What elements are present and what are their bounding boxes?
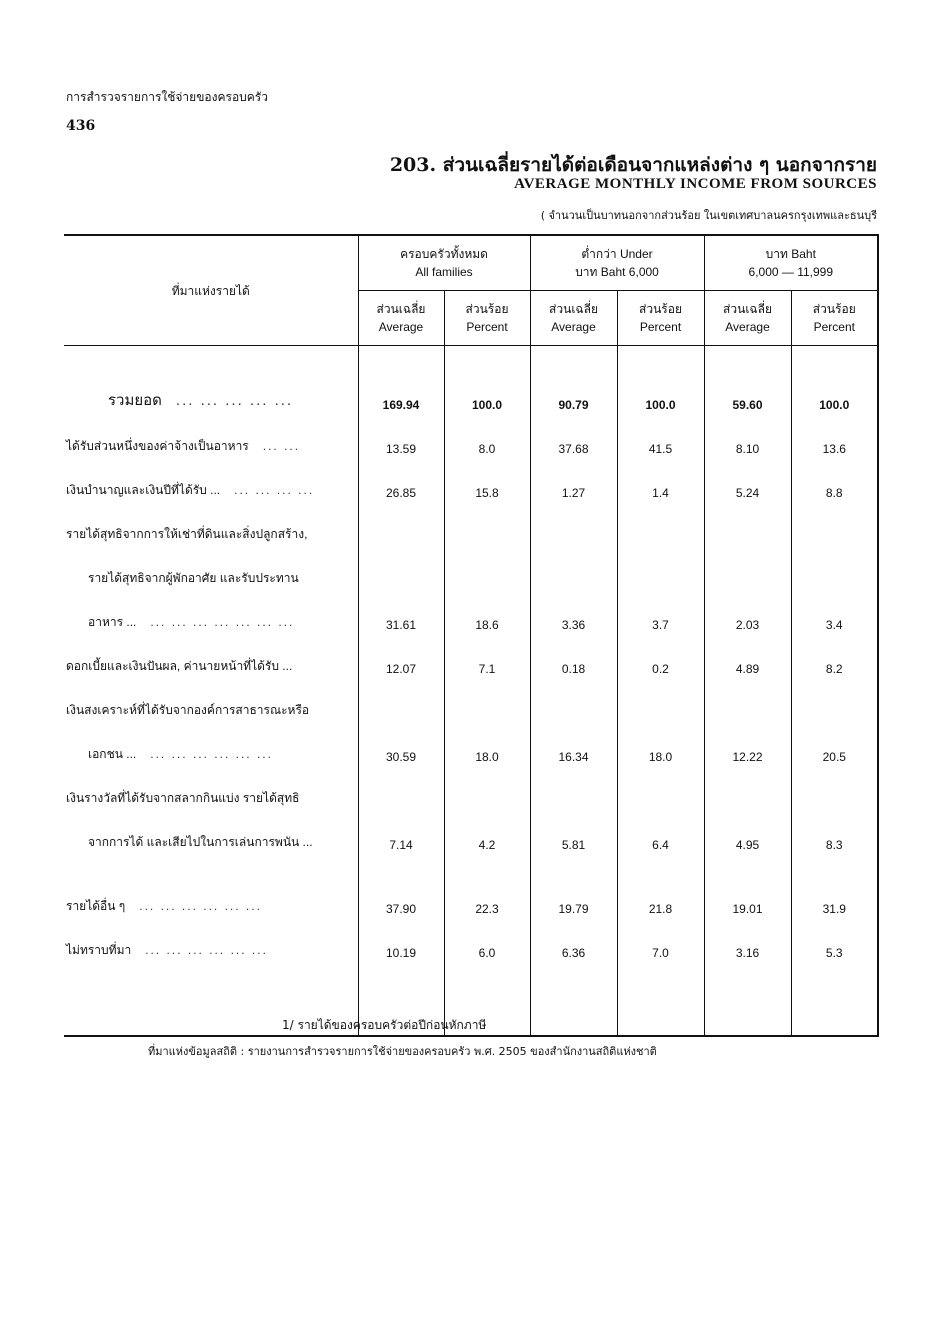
table-row	[64, 724, 878, 768]
cell-average: 19.79	[530, 856, 617, 920]
table-row	[64, 346, 878, 416]
cell-average	[704, 548, 791, 592]
source-note: ที่มาแห่งข้อมูลสถิติ : รายงานการสำรวจรายการใช้จ่ายของครอบครัว พ.ศ. 2505 ของสำนักงานสถิติแห่งชาติ	[148, 1045, 657, 1058]
table-row	[64, 856, 878, 920]
leader-dots: ... ... ... ... ... ... ...	[150, 614, 295, 629]
group-header-under-6000	[530, 235, 704, 291]
cell-percent: 0.2	[617, 636, 704, 680]
group-header-line1: บาท Baht	[765, 247, 816, 261]
cell-percent: 13.6	[791, 416, 878, 460]
leader-dots: ... ...	[262, 438, 301, 453]
cell-percent	[617, 768, 704, 812]
row-label	[64, 724, 358, 768]
row-label	[64, 592, 358, 636]
row-label-text: ไม่ทราบที่มา	[66, 942, 132, 957]
page-number: 436	[66, 118, 96, 134]
cell-percent: 6.4	[617, 812, 704, 856]
running-head: การสำรวจรายการใช้จ่ายของครอบครัว	[66, 90, 268, 104]
group-header-line1: ครอบครัวทั้งหมด	[400, 247, 488, 261]
cell-percent: 41.5	[617, 416, 704, 460]
cell-average: 12.07	[358, 636, 444, 680]
cell-average: 37.90	[358, 856, 444, 920]
row-label	[64, 548, 358, 592]
table-row	[64, 920, 878, 964]
cell-percent	[444, 680, 530, 724]
table-row	[64, 680, 878, 724]
subhead-line2: Average	[378, 320, 424, 334]
group-header-line2: บาท Baht 6,000	[575, 265, 659, 279]
cell-percent: 5.3	[791, 920, 878, 964]
subhead-line2: Percent	[466, 320, 508, 334]
cell-average: 13.59	[358, 416, 444, 460]
cell-percent: 1.4	[617, 460, 704, 504]
cell-average: 169.94	[358, 346, 444, 416]
cell-percent: 20.5	[791, 724, 878, 768]
cell-percent: 8.0	[444, 416, 530, 460]
subhead-line2: Average	[725, 320, 770, 334]
cell-average	[358, 504, 444, 548]
subhead-line2: Average	[551, 320, 596, 334]
row-label	[64, 504, 358, 548]
row-label	[64, 680, 358, 724]
cell-percent: 8.2	[791, 636, 878, 680]
income-table	[64, 234, 879, 1037]
subhead-percent	[444, 291, 530, 346]
group-header-line2: 6,000 — 11,999	[748, 265, 834, 279]
subhead-line2: Percent	[639, 320, 682, 334]
cell-percent: 8.8	[791, 460, 878, 504]
row-label	[64, 856, 358, 920]
subhead-line1: ส่วนร้อย	[639, 302, 682, 316]
row-label-text: เอกชน ...	[88, 746, 137, 761]
row-label-text: รายได้สุทธิจากการให้เช่าที่ดินและสิ่งปลูกสร้าง,	[66, 526, 308, 541]
cell-percent: 100.0	[444, 346, 530, 416]
subhead-average	[530, 291, 617, 346]
row-label	[64, 920, 358, 964]
cell-average: 5.24	[704, 460, 791, 504]
row-label-text: เงินบำนาญและเงินปีที่ได้รับ ...	[66, 482, 221, 497]
subhead-line1: ส่วนร้อย	[465, 302, 509, 316]
stub-header: ที่มาแห่งรายได้	[64, 235, 358, 346]
cell-percent: 7.1	[444, 636, 530, 680]
cell-percent: 8.3	[791, 812, 878, 856]
cell-average: 2.03	[704, 592, 791, 636]
cell-average: 3.36	[530, 592, 617, 636]
cell-percent: 18.6	[444, 592, 530, 636]
cell-percent: 6.0	[444, 920, 530, 964]
cell-average: 31.61	[358, 592, 444, 636]
cell-average: 4.95	[704, 812, 791, 856]
table-row	[64, 548, 878, 592]
table-row	[64, 460, 878, 504]
cell-percent: 3.4	[791, 592, 878, 636]
unit-note: ( จำนวนเป็นบาทนอกจากส่วนร้อย ในเขตเทศบาลนครกรุงเทพและธนบุรี	[540, 209, 877, 222]
cell-average	[530, 680, 617, 724]
cell-average	[530, 768, 617, 812]
leader-dots: ... ... ... ...	[234, 482, 315, 497]
row-label-text: จากการได้ และเสียไปในการเล่นการพนัน ...	[88, 834, 313, 849]
subhead-average	[358, 291, 444, 346]
cell-percent	[617, 504, 704, 548]
row-label	[64, 460, 358, 504]
cell-percent: 18.0	[444, 724, 530, 768]
cell-average: 6.36	[530, 920, 617, 964]
cell-average: 7.14	[358, 812, 444, 856]
cell-percent	[617, 680, 704, 724]
table-row	[64, 636, 878, 680]
cell-percent	[617, 548, 704, 592]
row-label	[64, 812, 358, 856]
cell-average: 4.89	[704, 636, 791, 680]
group-header-line2: All families	[415, 265, 473, 279]
row-label-text: เงินรางวัลที่ได้รับจากสลากกินแบ่ง รายได้สุทธิ	[66, 790, 300, 805]
table-header	[64, 235, 878, 346]
cell-average: 1.27	[530, 460, 617, 504]
group-header-6000-11999	[704, 235, 878, 291]
row-label-text: ดอกเบี้ยและเงินปันผล, ค่านายหน้าที่ได้รับ ...	[66, 658, 293, 673]
cell-percent: 21.8	[617, 856, 704, 920]
cell-percent: 18.0	[617, 724, 704, 768]
subhead-line1: ส่วนเฉลี่ย	[549, 302, 598, 316]
cell-average: 5.81	[530, 812, 617, 856]
cell-average: 37.68	[530, 416, 617, 460]
spacer-cell	[617, 964, 704, 1036]
cell-average: 90.79	[530, 346, 617, 416]
cell-average	[530, 504, 617, 548]
table-title-english: AVERAGE MONTHLY INCOME FROM SOURCES	[514, 176, 877, 192]
row-label	[64, 768, 358, 812]
cell-average: 30.59	[358, 724, 444, 768]
cell-average	[358, 548, 444, 592]
cell-percent	[444, 504, 530, 548]
cell-percent	[791, 680, 878, 724]
row-label-text: ได้รับส่วนหนึ่งของค่าจ้างเป็นอาหาร	[66, 438, 249, 453]
table-row	[64, 768, 878, 812]
group-header-line1: ต่ำกว่า Under	[581, 247, 653, 261]
table-row	[64, 812, 878, 856]
row-label	[64, 416, 358, 460]
spacer-cell	[704, 964, 791, 1036]
cell-percent	[444, 768, 530, 812]
cell-percent: 31.9	[791, 856, 878, 920]
cell-percent	[791, 504, 878, 548]
subhead-line1: ส่วนร้อย	[812, 302, 856, 316]
subhead-line1: ส่วนเฉลี่ย	[376, 302, 426, 316]
row-label	[64, 636, 358, 680]
leader-dots: ... ... ... ... ... ...	[145, 942, 268, 957]
row-label-text: รวมยอด	[108, 391, 162, 409]
subhead-line2: Percent	[813, 320, 855, 334]
table-body	[64, 346, 878, 1036]
cell-average: 19.01	[704, 856, 791, 920]
cell-percent	[444, 548, 530, 592]
cell-average: 10.19	[358, 920, 444, 964]
leader-dots: ... ... ... ... ...	[175, 391, 294, 409]
cell-percent: 100.0	[617, 346, 704, 416]
subhead-line1: ส่วนเฉลี่ย	[723, 302, 772, 316]
table-row	[64, 416, 878, 460]
cell-average: 26.85	[358, 460, 444, 504]
row-label-text: รายได้สุทธิจากผู้พักอาศัย และรับประทาน	[88, 570, 299, 585]
leader-dots: ... ... ... ... ... ...	[139, 898, 262, 913]
row-label	[64, 346, 358, 416]
group-header-all-families	[358, 235, 530, 291]
subhead-percent	[617, 291, 704, 346]
cell-average	[358, 680, 444, 724]
cell-percent: 15.8	[444, 460, 530, 504]
subhead-percent	[791, 291, 878, 346]
subhead-average	[704, 291, 791, 346]
row-label-text: เงินสงเคราะห์ที่ได้รับจากองค์การสาธารณะหรือ	[66, 702, 310, 717]
cell-average	[530, 548, 617, 592]
spacer-cell	[530, 964, 617, 1036]
table-title-thai: 203. ส่วนเฉลี่ยรายได้ต่อเดือนจากแหล่งต่าง ๆ นอกจากราย	[389, 154, 877, 176]
cell-average	[358, 768, 444, 812]
cell-percent: 3.7	[617, 592, 704, 636]
cell-percent	[791, 768, 878, 812]
table-row	[64, 592, 878, 636]
cell-percent: 4.2	[444, 812, 530, 856]
cell-average	[704, 680, 791, 724]
cell-percent	[791, 548, 878, 592]
table-row	[64, 504, 878, 548]
cell-average: 8.10	[704, 416, 791, 460]
cell-average	[704, 504, 791, 548]
leader-dots: ... ... ... ... ... ...	[150, 746, 273, 761]
cell-average: 16.34	[530, 724, 617, 768]
cell-percent: 22.3	[444, 856, 530, 920]
cell-average: 59.60	[704, 346, 791, 416]
cell-average	[704, 768, 791, 812]
row-label-text: อาหาร ...	[88, 614, 137, 629]
footnote: 1/ รายได้ของครอบครัวต่อปีก่อนหักภาษี	[282, 1018, 487, 1032]
cell-percent: 7.0	[617, 920, 704, 964]
row-label-text: รายได้อื่น ๆ	[66, 898, 126, 913]
spacer-cell	[791, 964, 878, 1036]
cell-average: 0.18	[530, 636, 617, 680]
cell-percent: 100.0	[791, 346, 878, 416]
cell-average: 12.22	[704, 724, 791, 768]
cell-average: 3.16	[704, 920, 791, 964]
